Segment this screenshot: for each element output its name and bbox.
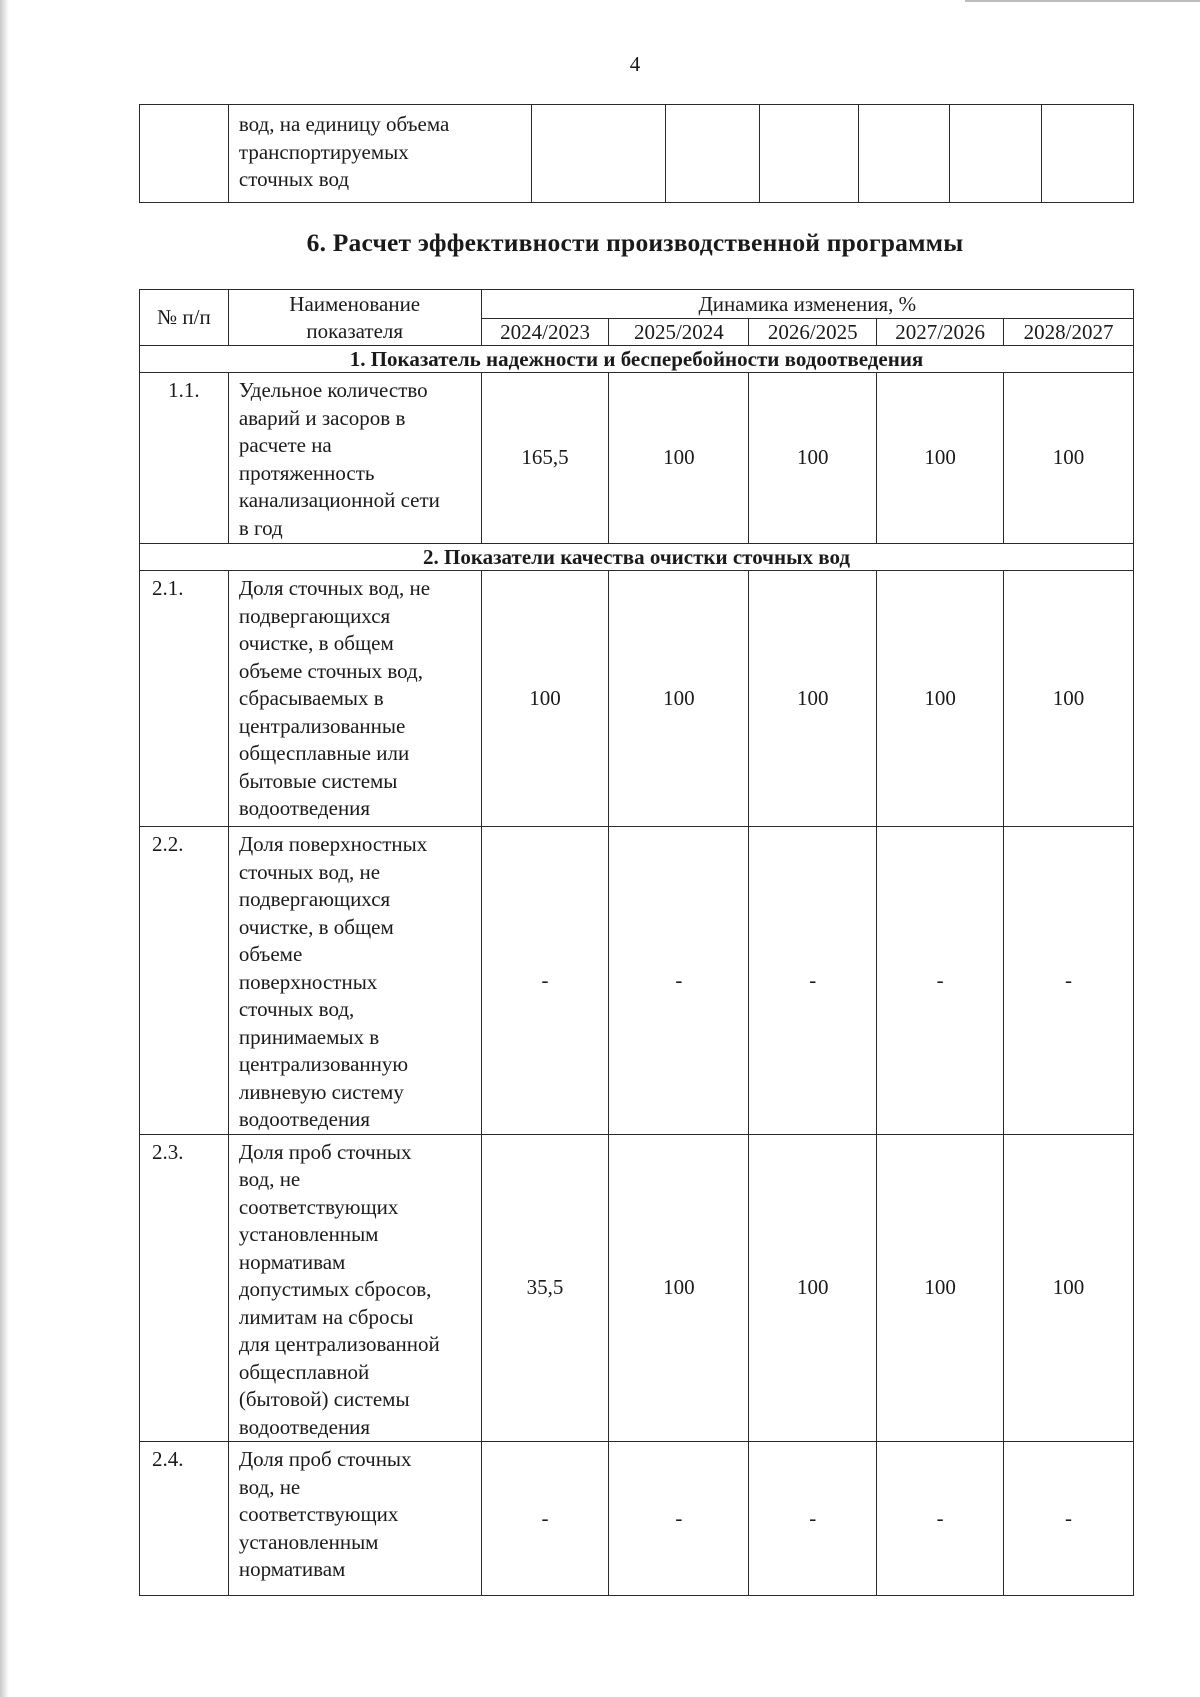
fragment-value-cell — [1042, 105, 1134, 203]
row-name — [228, 571, 481, 827]
header-name — [228, 290, 481, 346]
header-dynamics: Динамика изменения, % — [481, 290, 1133, 319]
row-num: 2.1. — [140, 571, 229, 827]
row-value: 100 — [481, 571, 609, 827]
row-name — [228, 373, 481, 544]
row-value: 100 — [877, 1134, 1004, 1442]
table-row — [140, 105, 1134, 203]
fragment-value-cell — [859, 105, 950, 203]
row-value: 100 — [877, 373, 1004, 544]
row-value: 100 — [749, 571, 877, 827]
row-value: 100 — [877, 571, 1004, 827]
header-name-text: Наименование показателя — [289, 291, 421, 343]
row-value: - — [1004, 1442, 1134, 1596]
row-value: - — [481, 827, 609, 1135]
group-heading-2: 2. Показатели качества очистки сточных вод — [140, 544, 1134, 571]
fragment-value-cell — [950, 105, 1042, 203]
efficiency-table — [139, 289, 1134, 1596]
fragment-name-text: вод, на единицу объема транспортируемых сточных вод — [238, 112, 450, 191]
row-name — [228, 827, 481, 1135]
header-year: 2027/2026 — [877, 319, 1004, 346]
section-heading: 6. Расчет эффективности производственной программы — [306, 228, 964, 257]
row-value: 100 — [749, 373, 877, 544]
row-name-text: Удельное количество аварий и засоров в расчете на протяженность канализационной сети в год — [238, 378, 440, 540]
row-value: 35,5 — [481, 1134, 609, 1442]
table-row — [140, 373, 1134, 544]
fragment-name-cell — [228, 105, 531, 203]
row-name — [228, 1134, 481, 1442]
fragment-value-cell — [531, 105, 665, 203]
header-year: 2024/2023 — [481, 319, 609, 346]
group-row — [140, 346, 1134, 373]
row-name — [228, 1442, 481, 1596]
row-value: - — [877, 827, 1004, 1135]
row-value: - — [749, 1442, 877, 1596]
row-name-text: Доля проб сточных вод, не соответствующих установленным нормативам — [238, 1447, 412, 1581]
row-num: 2.2. — [140, 827, 229, 1135]
group-row — [140, 544, 1134, 571]
row-name-text: Доля сточных вод, не подвергающихся очистке, в общем объеме сточных вод, сбрасываемых в централизованные общесплавные или бытовые системы водоотведения — [238, 576, 431, 820]
row-value: 100 — [1004, 1134, 1134, 1442]
row-value: - — [609, 1442, 749, 1596]
row-value: 100 — [749, 1134, 877, 1442]
header-num: № п/п — [140, 290, 229, 346]
row-num: 2.4. — [140, 1442, 229, 1596]
row-num: 1.1. — [140, 373, 229, 544]
row-value: 165,5 — [481, 373, 609, 544]
scan-top-mark — [965, 0, 1200, 2]
row-value: 100 — [609, 373, 749, 544]
row-name-text: Доля проб сточных вод, не соответствующих установленным нормативам допустимых сбросов, лимитам на сбросы для централизованной общесплавной (бытовой) системы водоотведения — [238, 1139, 440, 1439]
row-value: 100 — [609, 571, 749, 827]
row-value: - — [1004, 827, 1134, 1135]
row-value: - — [749, 827, 877, 1135]
row-num: 2.3. — [140, 1134, 229, 1442]
group-heading-1: 1. Показатель надежности и бесперебойности водоотведения — [140, 346, 1134, 373]
row-value: - — [609, 827, 749, 1135]
row-value: 100 — [1004, 373, 1134, 544]
fragment-value-cell — [760, 105, 859, 203]
page-number: 4 — [629, 52, 641, 76]
header-year: 2028/2027 — [1004, 319, 1134, 346]
table-row — [140, 571, 1134, 827]
fragment-num-cell — [140, 105, 229, 203]
row-value: - — [481, 1442, 609, 1596]
table-row — [140, 1134, 1134, 1442]
row-value: 100 — [1004, 571, 1134, 827]
table-row — [140, 1442, 1134, 1596]
row-name-text: Доля поверхностных сточных вод, не подвергающихся очистке, в общем объеме поверхностных сточных вод, принимаемых в централизованную ливневую систему водоотведения — [238, 832, 428, 1131]
header-year: 2026/2025 — [749, 319, 877, 346]
table-header-row — [140, 290, 1134, 319]
continued-table-fragment — [139, 104, 1134, 203]
header-year: 2025/2024 — [609, 319, 749, 346]
row-value: 100 — [609, 1134, 749, 1442]
row-value: - — [877, 1442, 1004, 1596]
table-row — [140, 827, 1134, 1135]
fragment-value-cell — [665, 105, 760, 203]
